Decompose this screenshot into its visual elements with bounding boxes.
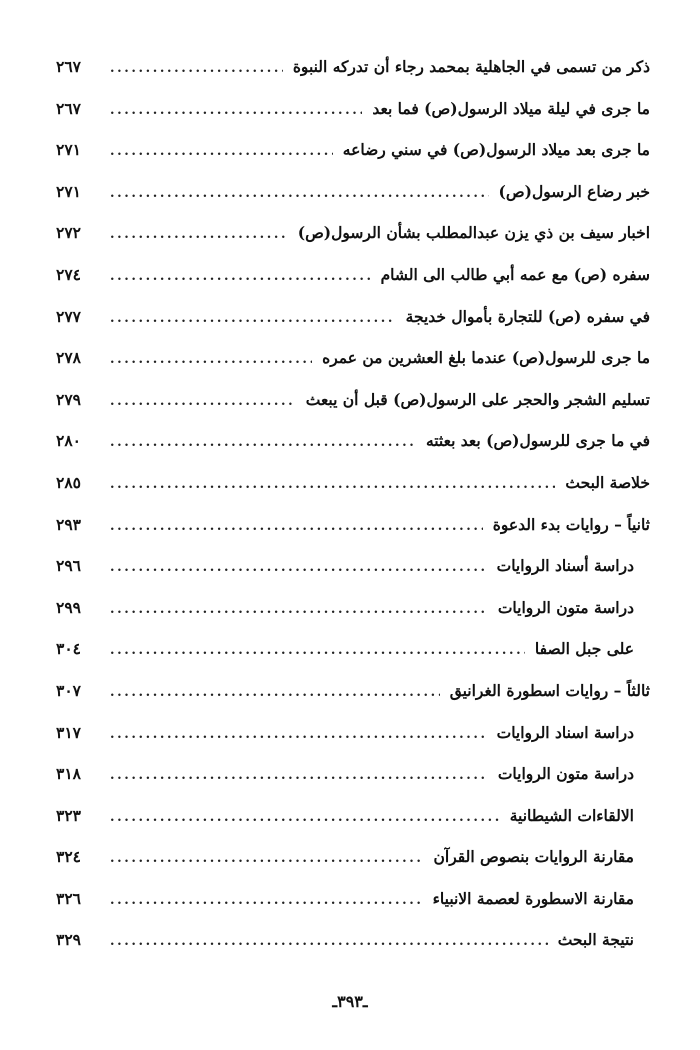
toc-entry <box>56 88 650 130</box>
dot-leader <box>110 589 488 629</box>
toc-entry-page: ٣٢٦ <box>56 888 81 908</box>
toc-entry-page: ٢٩٣ <box>56 514 81 534</box>
toc-entry-title: مقارنة الاسطورة لعصمة الانبياء <box>432 888 634 908</box>
toc-entry-page: ٣١٨ <box>56 764 81 784</box>
toc-entry-page: ٢٧٧ <box>56 306 81 326</box>
toc-entry <box>56 587 650 629</box>
toc-entry-title: تسليم الشجر والحجر على الرسول(ص) قبل أن يبعث <box>305 389 650 409</box>
dot-leader <box>110 381 296 421</box>
toc-entry-title: ما جرى بعد ميلاد الرسول(ص) في سني رضاعه <box>342 140 650 160</box>
toc-entry <box>56 545 650 587</box>
dot-leader <box>110 797 500 837</box>
table-of-contents <box>56 46 650 961</box>
toc-entry <box>56 254 650 296</box>
toc-entry-page: ٢٧٨ <box>56 348 81 368</box>
dot-leader <box>110 506 483 546</box>
toc-entry-title: دراسة اسناد الروايات <box>496 722 634 742</box>
toc-entry-title: ذكر من تسمى في الجاهلية بمحمد رجاء أن تدركه النبوة <box>292 57 650 76</box>
dot-leader <box>110 214 288 254</box>
toc-entry <box>56 462 650 504</box>
toc-entry-title: دراسة متون الروايات <box>497 764 634 784</box>
toc-entry <box>56 795 650 837</box>
dot-leader <box>110 173 489 213</box>
toc-entry-title: ثانياً – روايات بدء الدعوة <box>492 514 650 534</box>
toc-entry-title: مقارنة الروايات بنصوص القرآن <box>433 847 634 867</box>
dot-leader <box>110 921 548 961</box>
toc-entry-page: ٢٧٤ <box>56 264 81 284</box>
toc-entry-page: ٣٢٣ <box>56 805 81 825</box>
dot-leader <box>110 131 333 171</box>
toc-entry-title: في ما جرى للرسول(ص) بعد بعثته <box>425 431 650 451</box>
toc-entry-title: خبر رضاع الرسول(ص) <box>498 181 650 201</box>
toc-entry-title: ثالثاً – روايات اسطورة الغرانيق <box>449 680 650 700</box>
toc-entry-page: ٢٩٩ <box>56 597 81 617</box>
toc-entry-page: ٢٧١ <box>56 140 81 160</box>
dot-leader <box>110 48 283 88</box>
dot-leader <box>110 547 487 587</box>
toc-entry-title: دراسة متون الروايات <box>497 597 634 617</box>
toc-entry-title: ما جرى في ليلة ميلاد الرسول(ص) فما بعد <box>372 98 650 118</box>
toc-entry-page: ٢٦٧ <box>56 98 81 118</box>
toc-entry-page: ٣٢٤ <box>56 847 81 867</box>
toc-entry-title: دراسة أسناد الروايات <box>496 556 634 576</box>
toc-entry-page: ٣٢٩ <box>56 930 81 950</box>
dot-leader <box>110 422 416 462</box>
dot-leader <box>110 672 440 712</box>
dot-leader <box>110 298 396 338</box>
toc-entry <box>56 670 650 712</box>
toc-entry-page: ٣٠٧ <box>56 680 81 700</box>
toc-entry-page: ٣٠٤ <box>56 639 81 659</box>
toc-entry-title: اخبار سيف بن ذي يزن عبدالمطلب بشأن الرسول(ص) <box>297 223 650 243</box>
toc-entry <box>56 212 650 254</box>
page-number: ـ٣٩٣ـ <box>332 992 368 1011</box>
toc-entry-page: ٢٨٠ <box>56 431 81 451</box>
dot-leader <box>110 838 424 878</box>
dot-leader <box>110 755 488 795</box>
dot-leader <box>110 464 555 504</box>
toc-entry <box>56 504 650 546</box>
toc-entry <box>56 129 650 171</box>
toc-entry-page: ٢٧٢ <box>56 223 81 243</box>
toc-entry <box>56 878 650 920</box>
dot-leader <box>110 630 525 670</box>
toc-entry <box>56 296 650 338</box>
toc-entry <box>56 379 650 421</box>
toc-entry <box>56 712 650 754</box>
toc-entry-title: خلاصة البحث <box>565 472 650 492</box>
toc-entry <box>56 919 650 961</box>
toc-entry <box>56 753 650 795</box>
toc-entry-title: نتيجة البحث <box>557 930 634 950</box>
toc-entry-title: على جبل الصفا <box>534 639 634 659</box>
toc-entry-page: ٢٦٧ <box>56 57 81 76</box>
toc-entry-page: ٢٨٥ <box>56 472 81 492</box>
toc-entry <box>56 171 650 213</box>
toc-entry <box>56 836 650 878</box>
toc-entry-title: في سفره (ص) للتجارة بأموال خديجة <box>405 306 650 326</box>
dot-leader <box>110 339 312 379</box>
toc-entry-page: ٢٧٩ <box>56 389 81 409</box>
dot-leader <box>110 880 423 920</box>
dot-leader <box>110 256 371 296</box>
toc-entry <box>56 46 650 88</box>
toc-entry-page: ٢٧١ <box>56 181 81 201</box>
toc-entry <box>56 337 650 379</box>
toc-entry-page: ٣١٧ <box>56 722 81 742</box>
toc-entry-title: سفره (ص) مع عمه أبي طالب الى الشام <box>380 264 650 284</box>
dot-leader <box>110 714 487 754</box>
toc-entry-page: ٢٩٦ <box>56 556 81 576</box>
toc-entry <box>56 628 650 670</box>
toc-entry-title: ما جرى للرسول(ص) عندما بلغ العشرين من عمره <box>322 348 650 368</box>
toc-entry-title: الالقاءات الشيطانية <box>509 805 634 825</box>
dot-leader <box>110 90 362 130</box>
toc-entry <box>56 420 650 462</box>
